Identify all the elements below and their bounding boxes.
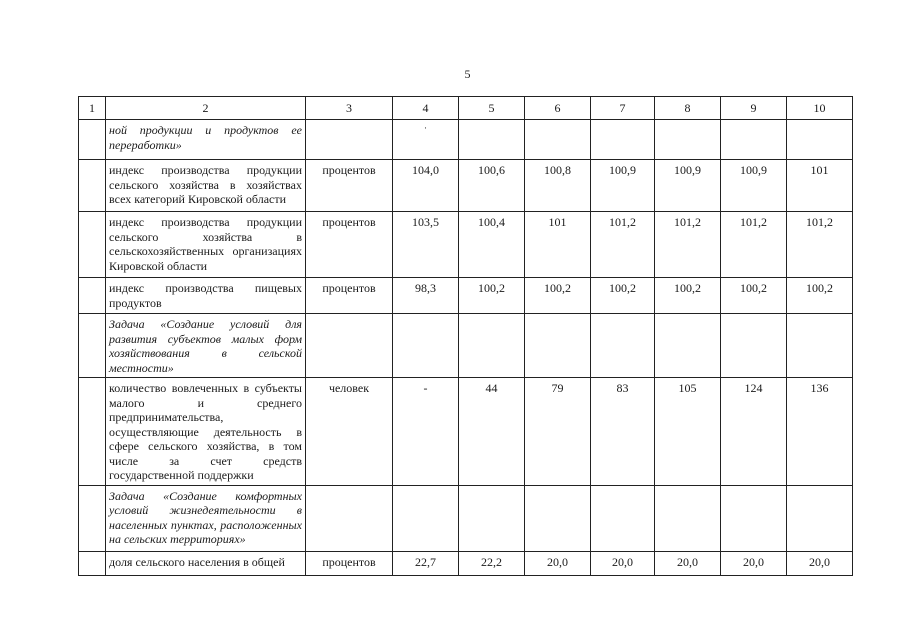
value-cell [393,485,459,551]
row-number-cell [79,551,106,575]
table-row [79,212,853,278]
value-cell: 22,2 [459,551,525,575]
value-cell: 100,2 [721,278,787,314]
indicator-description: ной продукции и продуктов ее переработки» [106,120,306,160]
indicator-description: индекс производства пищевых продуктов [106,278,306,314]
value-cell [721,314,787,378]
value-cell: 100,2 [525,278,591,314]
value-cell: - [393,378,459,486]
value-cell: 100,2 [459,278,525,314]
row-number-cell [79,278,106,314]
unit-cell: процентов [306,551,393,575]
value-cell [459,485,525,551]
value-cell [525,314,591,378]
value-cell: 104,0 [393,160,459,212]
value-cell: 20,0 [591,551,655,575]
unit-cell: процентов [306,278,393,314]
value-cell [459,120,525,160]
value-cell: 100,2 [655,278,721,314]
value-cell: 101 [525,212,591,278]
row-number-cell [79,485,106,551]
value-cell [721,485,787,551]
value-cell: 20,0 [525,551,591,575]
row-number-cell [79,212,106,278]
row-number-cell [79,120,106,160]
table-header-row [79,97,853,120]
value-cell [655,314,721,378]
value-cell: 101,2 [655,212,721,278]
page-number: 5 [464,67,471,81]
indicator-description: индекс производства продукции сельского хозяйства в хозяйствах всех категорий Кировской области [106,160,306,212]
column-header: 3 [306,97,393,120]
column-header: 10 [787,97,853,120]
value-cell: 124 [721,378,787,486]
unit-cell [306,120,393,160]
table-row [79,160,853,212]
row-number-cell [79,160,106,212]
value-cell: 22,7 [393,551,459,575]
value-cell: 101,2 [591,212,655,278]
value-cell: 44 [459,378,525,486]
value-cell: 100,6 [459,160,525,212]
value-cell [591,120,655,160]
value-cell: 100,9 [591,160,655,212]
column-header: 5 [459,97,525,120]
value-cell [787,314,853,378]
value-cell [787,485,853,551]
unit-cell [306,314,393,378]
indicator-description: количество вовлеченных в субъекты малого и среднего предпринимательства, осуществляющие деятельность в сфере сельского хозяйства, в том числе за счет средств государственной поддержки [106,378,306,486]
indicators-table [78,96,853,576]
value-cell: 136 [787,378,853,486]
value-cell [525,120,591,160]
row-number-cell [79,314,106,378]
value-cell: 20,0 [787,551,853,575]
unit-cell: процентов [306,160,393,212]
value-cell: 100,2 [787,278,853,314]
column-header: 1 [79,97,106,120]
table-row [79,278,853,314]
indicator-description: индекс производства продукции сельского хозяйства в сельскохозяйственных организациях Кировской области [106,212,306,278]
row-number-cell [79,378,106,486]
value-cell [591,314,655,378]
unit-cell: человек [306,378,393,486]
value-cell: 100,4 [459,212,525,278]
table-row [79,120,853,160]
value-cell: 20,0 [655,551,721,575]
value-cell [655,485,721,551]
value-cell [525,485,591,551]
column-header: 8 [655,97,721,120]
value-cell [787,120,853,160]
value-cell [591,485,655,551]
column-header: 2 [106,97,306,120]
column-header: 6 [525,97,591,120]
table-row [79,314,853,378]
unit-cell [306,485,393,551]
value-cell [459,314,525,378]
value-cell: 101,2 [721,212,787,278]
indicator-description: доля сельского населения в общей [106,551,306,575]
table-row [79,485,853,551]
value-cell: 101,2 [787,212,853,278]
column-header: 9 [721,97,787,120]
value-cell: 100,9 [721,160,787,212]
task-description: Задача «Создание комфортных условий жизнедеятельности в населенных пунктах, расположенных на сельских территориях» [106,485,306,551]
value-cell: 20,0 [721,551,787,575]
column-header: 4 [393,97,459,120]
value-cell [721,120,787,160]
value-cell: 100,2 [591,278,655,314]
table-row [79,378,853,486]
value-cell: 79 [525,378,591,486]
value-cell: 100,9 [655,160,721,212]
value-cell: 98,3 [393,278,459,314]
column-header: 7 [591,97,655,120]
value-cell: 105 [655,378,721,486]
value-cell [393,314,459,378]
table-row [79,551,853,575]
value-cell: 103,5 [393,212,459,278]
value-cell: 100,8 [525,160,591,212]
value-cell [655,120,721,160]
value-cell: 83 [591,378,655,486]
value-cell: 101 [787,160,853,212]
value-cell: · [393,120,459,160]
unit-cell: процентов [306,212,393,278]
task-description: Задача «Создание условий для развития субъектов малых форм хозяйствования в сельской местности» [106,314,306,378]
